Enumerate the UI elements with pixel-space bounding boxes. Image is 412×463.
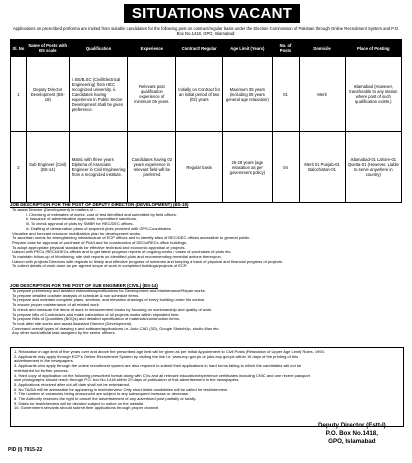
posts-table bbox=[10, 39, 402, 203]
general-instructions bbox=[10, 347, 404, 427]
signature-line: GPO, Islamabad bbox=[328, 438, 376, 445]
intro-text: Applications on prescribed proforma are invited from suitable candidates for the following post on contract/regular basis under the Election Commission of Pakistan through Online Recruitment System and P.O. Box No.1418, GPO, Islamabad: bbox=[12, 26, 400, 36]
list-item: 9. Dates for test/interview will be decided subject to notice on the website. bbox=[14, 401, 145, 406]
list-item: 6. No TA/DA will be admissible for appearing in test/interview. Only short-listed candidates will be called for test/interview. bbox=[14, 387, 228, 392]
list-item: 7. The number of vacancies being announced are subject to any subsequent increase or decrease. bbox=[14, 392, 190, 397]
cell-age: 25-28 years (age relaxation as per government policy) bbox=[223, 132, 272, 203]
cell-age: Maximum 35 years (including 05 years general age relaxation) bbox=[223, 57, 272, 132]
header-contract: Contract/ Regular bbox=[176, 40, 223, 57]
list-item: To prepare preliminary and detailed estimates/specifications for Development and Maintenance/Repair works. bbox=[12, 289, 206, 293]
cell-sl: 1 bbox=[11, 57, 27, 132]
list-item: advertisement in the newspapers. bbox=[14, 359, 74, 364]
cell-contract: Initially on Contract for an initial period of two (02) years bbox=[176, 57, 223, 132]
header-posting: Place of Posting bbox=[345, 40, 401, 57]
cell-qualification: Matric with three years Diploma of Associate Engineer in Civil Engineering from a recognized institute. bbox=[69, 132, 128, 203]
list-item: Command overall types of drawing s and software/applications i.e. Auto CAD (3D), Google SketchUp, studio Max etc. bbox=[12, 326, 220, 331]
signature-line: Deputy Director (Estt-I) bbox=[318, 422, 386, 429]
list-item: 3. Applicants who apply through the online recruitment system are also required to submit their applications in hard forms failing to which the candidates will not be bbox=[14, 364, 302, 369]
list-item: 1. Relaxation in age limit of five years over and above the prescribed age limit will be given as per Initial Appointment to Civil Posts (Relaxation of Upper Age Limit) Rules, 1993. bbox=[14, 350, 325, 354]
cell-experience: Relevant post qualification experience of minimum 05 years. bbox=[128, 57, 176, 132]
list-item: To ascertain needs for strengthening infrastructure of ECP offices and to identify sites of REC/DEC offices accessible to general public. bbox=[12, 236, 251, 241]
list-item: iii. To check approval of plots by SMBR for REC/DEC offices. bbox=[26, 222, 134, 227]
list-item: To collect details of work done as per agreed scope of work in completed buildings/projects of ECP. bbox=[12, 264, 188, 269]
list-item: To prepare bills of Contractors and make calculation of all projects works within stipulated time. bbox=[12, 312, 180, 317]
list-item: To look after site works and assist Assistant Director (Development). bbox=[12, 321, 133, 326]
header-posts: No. of Posts bbox=[272, 40, 299, 57]
list-item: i. Checking of estimates of works, cost of test identified and submitted by field offices. bbox=[26, 212, 177, 217]
header-domicile: Domicile bbox=[299, 40, 345, 57]
table-header-row bbox=[11, 40, 402, 57]
cell-posts: 01 bbox=[272, 57, 299, 132]
page-title: SITUATIONS VACANT bbox=[124, 4, 300, 23]
jd1-heading: JOB DESCRIPTION FOR THE POST OF DEPUTY DIRECTOR (DEVELOPMENT) (BS-18) bbox=[10, 202, 189, 207]
table-row bbox=[11, 132, 402, 203]
list-item: To prepare detailed costrate analysis of schedule & non schedule items. bbox=[12, 293, 140, 298]
cell-posting: Islamabad (However, transferable to any station where post of such qualification exists.) bbox=[345, 57, 401, 132]
list-item: To ensure proper maintenance of all related work. bbox=[12, 303, 100, 308]
list-item: To prepare and maintain complete plans, sections, and elevation drawings of every building under his control. bbox=[12, 298, 206, 303]
header-age: Age Limit (Years) bbox=[223, 40, 272, 57]
signature-block bbox=[318, 422, 386, 446]
list-item: 4. Hard copy of application on the following prescribed format along with CVs and all relevant education/experience certificates including CNIC and one recent passport bbox=[14, 373, 310, 378]
list-item: size photographs should reach through P.O. box No.1418 within 20 days of publication of this advertisement in the newspapers. bbox=[14, 378, 240, 383]
list-item: Liaison with projects Directors with regards to timely and effective progress of schemes and keeping a track of physical and financial progress of projects. bbox=[12, 259, 283, 264]
list-item: entertained for further process. bbox=[14, 368, 69, 373]
jd1-list bbox=[12, 208, 400, 269]
header-post: Name of Posts with BS scale bbox=[26, 40, 69, 57]
list-item: To maintain follow-up of Monitoring, site visit reports on identified plots and recommending remedial actions thereupon. bbox=[12, 255, 222, 260]
header-sl: Sl. No bbox=[11, 40, 27, 57]
list-item: Visualize and forecast resource mobilization plan for development works. bbox=[12, 231, 142, 236]
cell-sl: 2 bbox=[11, 132, 27, 203]
jd2-heading: JOB DESCRIPTION FOR THE POST OF SUB ENGINEER (CIVIL) (BS-14) bbox=[10, 283, 158, 288]
list-item: ii. Issuance of administrative approvals, expenditure sanctions. bbox=[26, 217, 137, 222]
list-item: To prepare Bills of Quantities (BOQs) and detailed specification of materials/construction items. bbox=[12, 317, 181, 322]
list-item: To assist Director (Development) in matters of :- bbox=[12, 208, 97, 212]
list-item: Prepare case for approval of purchase of Plot/Land for construction of DECs/RECs office buildings. bbox=[12, 240, 188, 245]
header-experience: Experience bbox=[128, 40, 176, 57]
jd2-list bbox=[12, 289, 400, 336]
list-item: 5. Applications received after cut-off date shall not be entertained. bbox=[14, 382, 130, 387]
table-row bbox=[11, 57, 402, 132]
list-item: Liaison with PECs /RECs/DECs offices and to get latest progress reports of ongoing works / cases of purchases of plots etc. bbox=[12, 250, 232, 255]
header-qualification: Qualification bbox=[69, 40, 128, 57]
cell-posting: Islamabad-01 Lahore-01 Quetta-01 (However, Liable to serve anywhere in country) bbox=[345, 132, 401, 203]
cell-experience: Candidates having 02 years experience in relevant field will be preferred bbox=[128, 132, 176, 203]
list-item: To adopt appropriate physical standards for effective technical and economic appraisal of projects. bbox=[12, 245, 186, 250]
cell-posts: 04 bbox=[272, 132, 299, 203]
signature-line: P.O. Box No.1418, bbox=[325, 430, 378, 437]
cell-post: Sub Engineer (Civil) (BS-14) bbox=[26, 132, 69, 203]
advertisement-page bbox=[6, 4, 406, 459]
cell-qualification: i. BS/B.SC (Civil/Electrical Engineering) from HEC recognized university. ii. Candidates having experience in Public Sector Development shall be given preference. bbox=[69, 57, 128, 132]
cell-domicile: Merit 01 Punjab-01 Balochistan-01 bbox=[299, 132, 345, 203]
cell-contract: Regular basis bbox=[176, 132, 223, 203]
cell-domicile: Merit bbox=[299, 57, 345, 132]
pid-number: PID (I) 7915-22 bbox=[8, 447, 43, 453]
list-item: To check and measure the items of work in measurement books by focusing on workmanship and quality of work. bbox=[12, 307, 213, 312]
list-item: Any other work/official task assigned by the senior officers. bbox=[12, 331, 116, 336]
cell-post: Deputy Director Development (BS-18) bbox=[26, 57, 69, 132]
list-item: iv. Drafting of demarcation plans of acquired plots provided with GPS-Coordinates. bbox=[26, 226, 172, 231]
list-item: 2. Applicants may apply through ECP's Online Recruitment System by visiting the link i.e. www.ecp.gov.pk or jobs.ecp.gov.pk within 15 days of the printing of this bbox=[14, 354, 299, 359]
list-item: 8. The Authority reserves the right to cancel the advertisement of any advertised post partially or totally. bbox=[14, 397, 197, 402]
list-item: 10. Government servants should submit their applications through proper channel. bbox=[14, 406, 160, 411]
